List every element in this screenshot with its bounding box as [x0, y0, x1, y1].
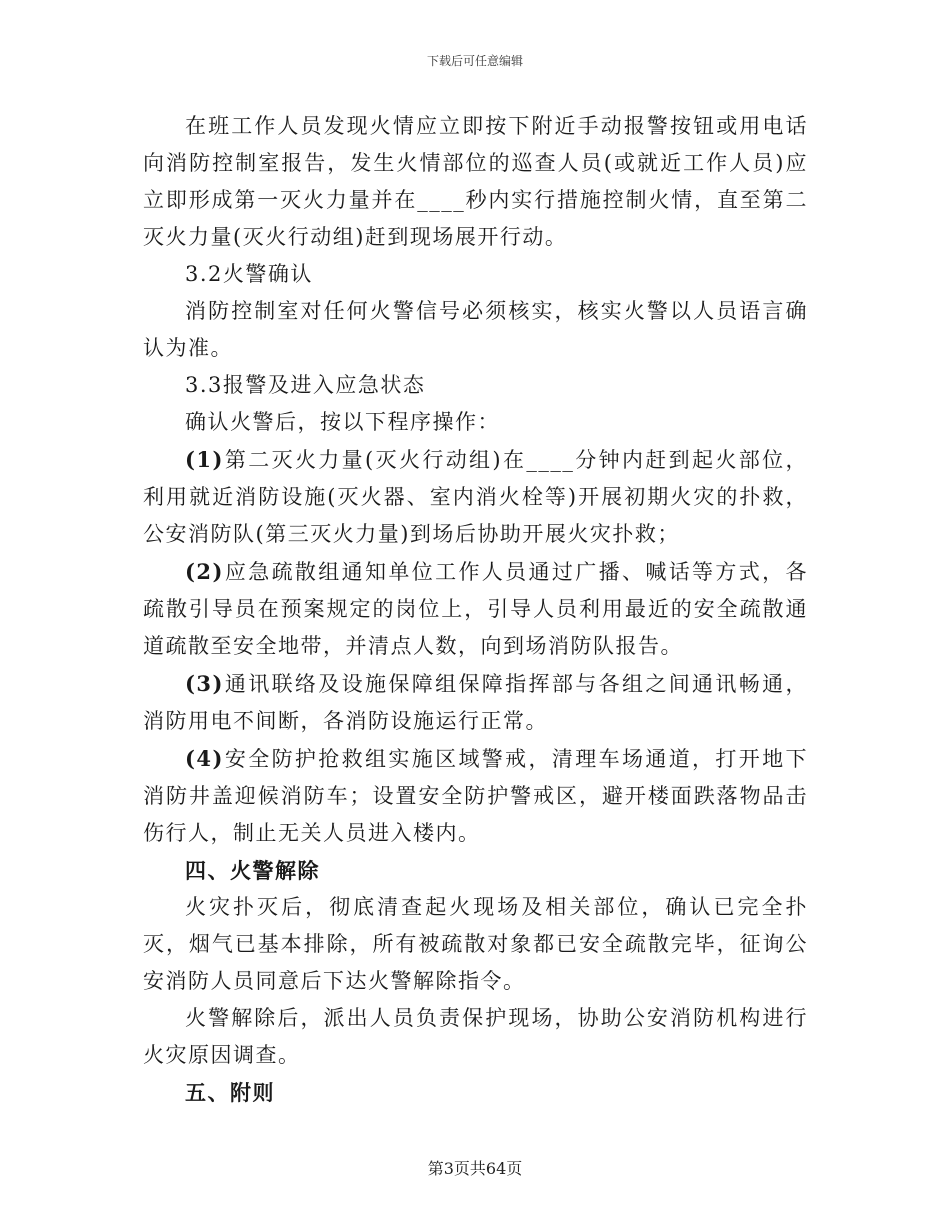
section-heading-5: 五、附则 — [185, 1080, 275, 1105]
paragraph-alarm-confirm: 消防控制室对任何火警信号必须核实，核实火警以人员语言确认为准。 — [143, 299, 808, 360]
list-item-text: 安全防护抢救组实施区域警戒，清理车场通道，打开地下消防井盖迎候消防车；设置安全防护警戒区，避开楼面跌落物品击伤行人，制止无关人员进入楼内。 — [143, 747, 808, 845]
section-heading-3-2: 3.2火警确认 — [185, 262, 313, 286]
list-item-1 — [143, 441, 808, 553]
page-header: 下载后可任意编辑 — [426, 54, 523, 68]
page-number: 第3页共64页 — [427, 1159, 523, 1178]
list-item-number: (4) — [185, 746, 224, 771]
list-item-number: (3) — [185, 671, 224, 696]
paragraph-scene-protection: 火警解除后，派出人员负责保护现场，协助公安消防机构进行火灾原因调查。 — [143, 1006, 808, 1067]
list-item-4 — [143, 740, 808, 852]
list-item-number: (1) — [185, 447, 224, 472]
paragraph-fire-cleared: 火灾扑灭后，彻底清查起火现场及相关部位，确认已完全扑灭，烟气已基本排除，所有被疏散对象都已安全疏散完毕，征询公安消防人员同意后下达火警解除指令。 — [143, 895, 808, 993]
list-item-3 — [143, 665, 808, 740]
list-item-number: (2) — [185, 559, 224, 584]
list-item-text: 通讯联络及设施保障组保障指挥部与各组之间通讯畅通，消防用电不间断，各消防设施运行正常。 — [143, 672, 808, 733]
list-item-text: 第二灭火力量(灭火行动组)在____分钟内赶到起火部位，利用就近消防设施(灭火器、室内消火栓等)开展初期火灾的扑救，公安消防队(第三灭火力量)到场后协助开展火灾扑救； — [143, 448, 808, 546]
section-heading-3-3: 3.3报警及进入应急状态 — [185, 373, 426, 397]
list-item-2 — [143, 553, 808, 665]
paragraph-fire-discovery: 在班工作人员发现火情应立即按下附近手动报警按钮或用电话向消防控制室报告，发生火情部位的巡查人员(或就近工作人员)应立即形成第一灭火力量并在____秒内实行措施控制火情，直至第二灭火力量(灭火行动组)赶到现场展开行动。 — [143, 114, 808, 249]
section-heading-4: 四、火警解除 — [185, 858, 320, 883]
paragraph-procedure-intro: 确认火警后，按以下程序操作： — [185, 410, 500, 434]
list-item-text: 应急疏散组通知单位工作人员通过广播、喊话等方式，各疏散引导员在预案规定的岗位上，引导人员利用最近的安全疏散通道疏散至安全地带，并清点人数，向到场消防队报告。 — [143, 560, 808, 658]
document-body — [143, 108, 808, 1111]
